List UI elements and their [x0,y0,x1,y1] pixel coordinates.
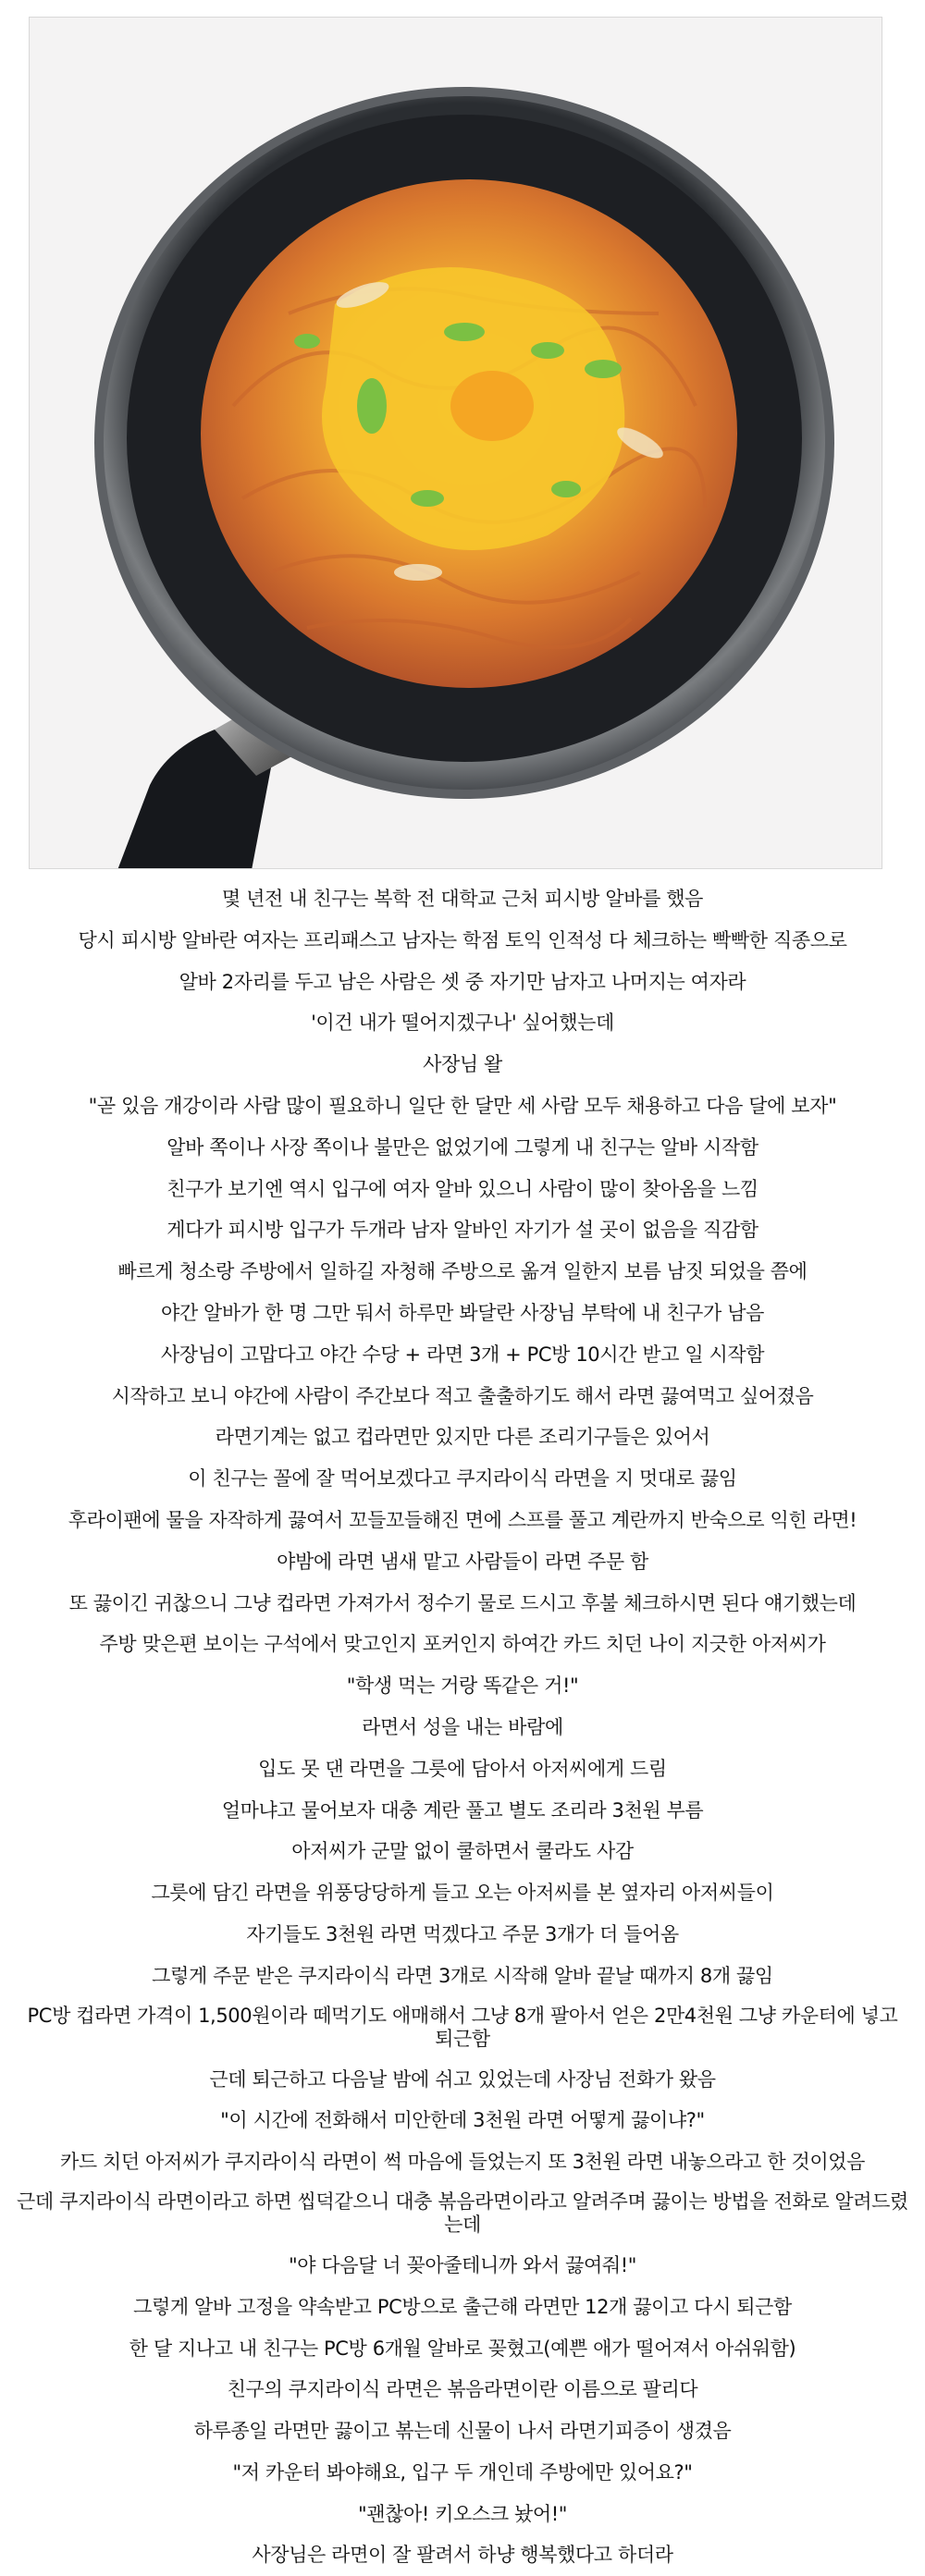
story-line: 이 친구는 꼴에 잘 먹어보겠다고 쿠지라이식 라면을 지 멋대로 끓임 [188,1467,737,1490]
story-line: 그렇게 알바 고정을 약속받고 PC방으로 출근해 라면만 12개 끓이고 다시 퇴근함 [133,2295,792,2318]
story-line: 빠르게 청소랑 주방에서 일하길 자청해 주방으로 옮겨 일한지 보름 남짓 되었을 쯤에 [117,1260,808,1283]
story-line: 친구의 쿠지라이식 라면은 볶음라면이란 이름으로 팔리다 [227,2378,698,2401]
story-line: 후라이팬에 물을 자작하게 끓여서 꼬들꼬들해진 면에 스프를 풀고 계란까지 반숙으로 익힌 라면! [68,1508,857,1531]
story-line: "이 시간에 전화해서 미안한데 3천원 라면 어떻게 끓이냐?" [220,2109,705,2132]
story-line: 근데 쿠지라이식 라면이라고 하면 씹덕같으니 대충 볶음라면이라고 알려주며 끓이는 방법을 전화로 알려드렸는데 [17,2190,908,2236]
photo-image-icon [30,18,882,869]
story-line: 아저씨가 군말 없이 쿨하면서 쿨라도 사감 [291,1840,634,1863]
story-line: 자기들도 3천원 라면 먹겠다고 주문 3개가 더 들어옴 [246,1922,679,1945]
story-line: '이건 내가 떨어지겠구나' 싶어했는데 [311,1012,614,1035]
story-line: 라면기계는 없고 컵라면만 있지만 다른 조리기구들은 있어서 [215,1426,710,1449]
story-text [0,878,925,2576]
story-line: 야밤에 라면 냄새 맡고 사람들이 라면 주문 함 [277,1550,648,1573]
story-line: 하루종일 라면만 끓이고 볶는데 신물이 나서 라면기피증이 생겼음 [193,2420,732,2443]
story-line: 몇 년전 내 친구는 복학 전 대학교 근처 피시방 알바를 했음 [221,888,704,910]
story-line: 주방 맞은편 보이는 구석에서 맞고인지 포커인지 하여간 카드 치던 나이 지긋한 아저씨가 [99,1633,826,1656]
story-line: 라면서 성을 내는 바람에 [362,1715,563,1738]
story-line: 알바 쪽이나 사장 쪽이나 불만은 없었기에 그렇게 내 친구는 알바 시작함 [166,1135,758,1159]
ramen-photo [29,17,882,869]
story-line: 입도 못 댄 라면을 그릇에 담아서 아저씨에게 드림 [258,1757,667,1780]
story-line: 또 끓이긴 귀찮으니 그냥 컵라면 가져가서 정수기 물로 드시고 후불 체크하시면 된다 얘기했는데 [68,1591,857,1614]
story-line: 사장님은 라면이 잘 팔려서 하냥 행복했다고 하더라 [252,2544,673,2567]
story-line: 야간 알바가 한 명 그만 둬서 하루만 봐달란 사장님 부탁에 내 친구가 남음 [161,1301,764,1324]
story-line: "곧 있음 개강이라 사람 많이 필요하니 일단 한 달만 세 사람 모두 채용하고 다음 달에 보자" [88,1094,837,1117]
story-line: 친구가 보기엔 역시 입구에 여자 알바 있으니 사람이 많이 찾아옴을 느낌 [166,1177,758,1200]
story-line: "야 다음달 너 꽂아줄테니까 와서 끓여줘!" [288,2253,637,2276]
story-line: 사장님이 고맙다고 야간 수당 + 라면 3개 + PC방 10시간 받고 일 시작함 [160,1343,765,1366]
story-line: 그렇게 주문 받은 쿠지라이식 라면 3개로 시작해 알바 끝날 때까지 8개 끓임 [152,1964,773,1987]
story-line: PC방 컵라면 가격이 1,500원이라 떼먹기도 애매해서 그냥 8개 팔아서 얻은 2만4천원 그냥 카운터에 넣고 퇴근함 [27,2004,898,2050]
story-line: 사장님 왈 [423,1053,502,1076]
story-line: 한 달 지나고 내 친구는 PC방 6개월 알바로 꽂혔고(예쁜 애가 떨어져서 아쉬워함) [129,2337,796,2360]
story-line: 근데 퇴근하고 다음날 밤에 쉬고 있었는데 사장님 전화가 왔음 [209,2067,716,2091]
story-line: 얼마냐고 물어보자 대충 계란 풀고 별도 조리라 3천원 부름 [221,1798,704,1822]
story-line: 카드 치던 아저씨가 쿠지라이식 라면이 썩 마음에 들었는지 또 3천원 라면 내놓으라고 한 것이었음 [59,2151,866,2174]
story-line: "학생 먹는 거랑 똑같은 거!" [346,1674,579,1698]
story-line: 시작하고 보니 야간에 사람이 주간보다 적고 출출하기도 해서 라면 끓여먹고 싶어졌음 [111,1384,814,1407]
story-line: 그릇에 담긴 라면을 위풍당당하게 들고 오는 아저씨를 본 옆자리 아저씨들이 [151,1882,774,1905]
story-line: 당시 피시방 알바란 여자는 프리패스고 남자는 학점 토익 인적성 다 체크하는 빡빡한 직종으로 [78,928,847,951]
story-line: "저 카운터 봐야해요, 입구 두 개인데 주방에만 있어요?" [232,2460,693,2484]
story-line: 게다가 피시방 입구가 두개라 남자 알바인 자기가 설 곳이 없음을 직감함 [166,1219,758,1242]
story-line: "괜찮아! 키오스크 놨어!" [357,2502,568,2525]
story-line: 알바 2자리를 두고 남은 사람은 셋 중 자기만 남자고 나머지는 여자라 [179,970,746,993]
